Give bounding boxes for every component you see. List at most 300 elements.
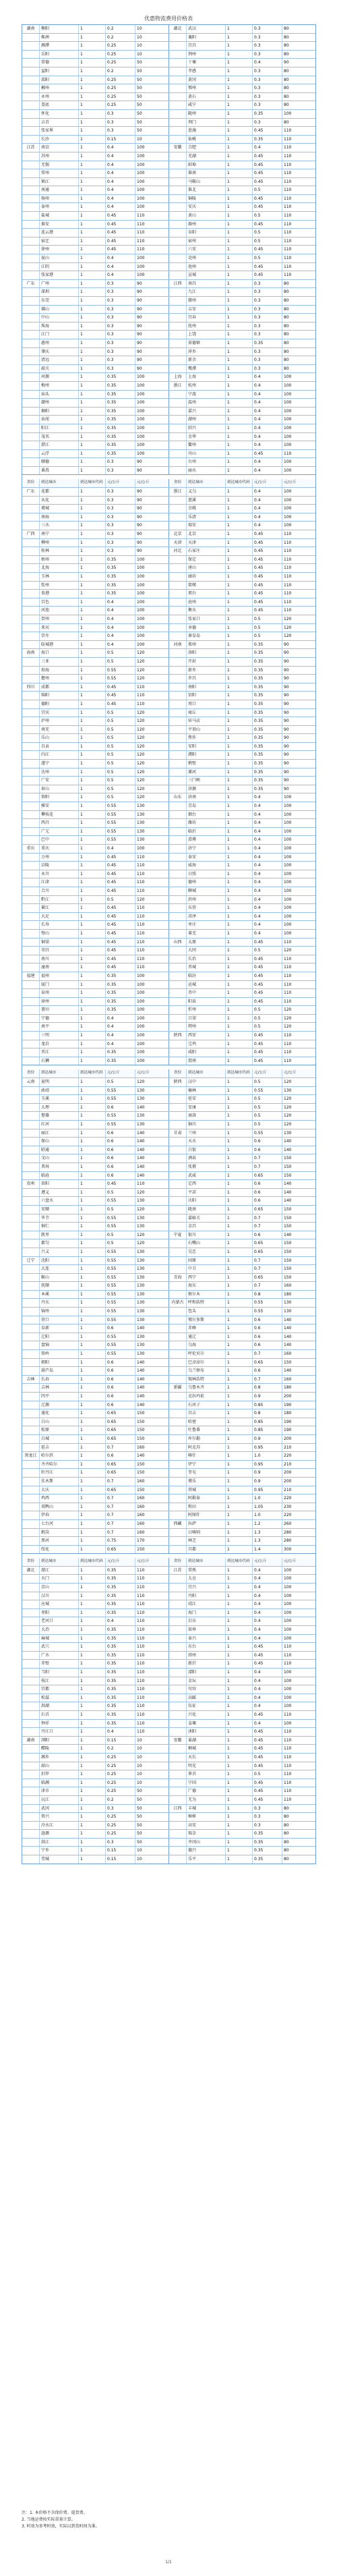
table-cell: 1 [226, 356, 253, 364]
table-cell: 泉州 [40, 989, 79, 997]
row-half [22, 828, 169, 836]
table-cell: 1 [79, 1087, 106, 1095]
table-cell: 1 [79, 1694, 106, 1702]
header-cell: 到达城市 [187, 1558, 226, 1566]
table-cell [169, 1121, 187, 1129]
table-cell [22, 246, 40, 254]
table-cell: 100 [137, 582, 145, 588]
table-cell: 120 [137, 744, 145, 749]
table-cell [169, 1006, 187, 1014]
table-cell: 100 [137, 1015, 145, 1021]
table-cell [22, 161, 40, 169]
table-cell: 安徽 [169, 144, 187, 152]
table-cell: 80 [284, 323, 289, 329]
table-cell: 140 [137, 1130, 145, 1136]
table-cell: 0.35 [253, 768, 282, 777]
table-cell: 1 [226, 84, 253, 92]
table-cell [169, 84, 187, 92]
row-half [169, 144, 315, 152]
table-cell: 1 [79, 1418, 106, 1426]
table-cell: 1 [226, 1163, 253, 1171]
table-cell: 0.4 [253, 513, 282, 522]
table-cell: 廊坊 [187, 573, 226, 581]
table-cell: 100 [284, 400, 292, 405]
table-cell: 1 [79, 615, 106, 623]
table-cell: 100 [284, 795, 292, 800]
table-cell: 内蒙古 [169, 1299, 187, 1307]
table-cell: 0.4 [253, 853, 282, 862]
table-cell [169, 1401, 187, 1409]
table-cell: 阜阳 [187, 229, 226, 237]
row-half [169, 1813, 315, 1821]
table-row [22, 1635, 315, 1644]
table-cell: 0.45 [106, 870, 135, 878]
table-cell: 济南 [187, 793, 226, 802]
table-cell: 喀什 [187, 1452, 226, 1460]
table-cell: 巢湖 [187, 1737, 226, 1745]
table-cell: 阳泉 [187, 998, 226, 1006]
table-cell: 100 [284, 1635, 292, 1641]
table-cell: 1 [79, 1384, 106, 1392]
table-cell [169, 1138, 187, 1146]
table-row [22, 1359, 315, 1368]
table-cell: 150 [284, 1224, 292, 1229]
row-half [22, 734, 169, 742]
table-cell: 广州 [40, 280, 79, 288]
table-cell [22, 76, 40, 84]
row-half [22, 51, 169, 59]
table-cell: 280 [284, 1538, 292, 1544]
table-cell: 0.35 [253, 751, 282, 759]
table-cell: 1 [226, 1855, 253, 1864]
row-half [169, 237, 315, 246]
table-cell: 1 [79, 1702, 106, 1710]
table-cell: 1 [226, 913, 253, 921]
table-cell: 1 [226, 598, 253, 607]
table-cell: 1 [79, 1847, 106, 1855]
table-cell: 1 [226, 1324, 253, 1333]
table-row [22, 288, 315, 297]
table-cell: 120 [284, 1007, 292, 1013]
row-half [22, 1299, 169, 1307]
table-cell: 0.65 [106, 1461, 135, 1469]
table-cell: 0.5 [106, 1239, 135, 1248]
table-cell: 1 [79, 246, 106, 254]
table-cell: 江西 [169, 280, 187, 288]
table-cell: 1 [79, 1291, 106, 1299]
table-cell: 0.15 [106, 136, 135, 144]
table-cell: 120 [284, 1015, 292, 1021]
table-cell: 0.55 [106, 1350, 135, 1358]
table-cell: 110 [284, 1789, 292, 1794]
table-cell: 0.6 [106, 1324, 135, 1333]
row-half [22, 424, 169, 432]
table-row [22, 793, 315, 802]
table-cell: 0.85 [253, 1426, 282, 1434]
table-cell: 100 [284, 1619, 292, 1624]
table-cell: 0.3 [106, 530, 135, 538]
table-cell: 1 [79, 1546, 106, 1554]
table-cell: 池州 [187, 263, 226, 271]
table-cell: 0.4 [106, 624, 135, 632]
row-half [22, 802, 169, 810]
table-cell: 洪湖 [40, 1702, 79, 1710]
row-half [22, 1529, 169, 1537]
table-cell [169, 348, 187, 356]
row-half [169, 136, 315, 144]
table-row [22, 939, 315, 947]
row-half [22, 939, 169, 947]
table-cell: 1 [79, 93, 106, 101]
table-cell: 1 [79, 1121, 106, 1129]
table-cell: 1 [226, 136, 253, 144]
table-cell: 桂林 [40, 547, 79, 555]
row-half [22, 1669, 169, 1677]
row-half [169, 955, 315, 963]
table-cell: 丹东 [40, 1299, 79, 1307]
table-cell [22, 1694, 40, 1702]
table-cell: 150 [284, 1360, 292, 1365]
row-half [22, 1341, 169, 1349]
table-row [22, 632, 315, 641]
table-cell: 110 [137, 701, 145, 706]
table-cell: 1 [226, 365, 253, 373]
table-cell: 佳木斯 [40, 1478, 79, 1486]
table-cell: 100 [137, 574, 145, 579]
table-cell: 1 [79, 836, 106, 844]
table-cell: 阜新 [40, 1324, 79, 1333]
table-cell: 90 [137, 306, 142, 312]
row-half [169, 1779, 315, 1787]
table-cell: 0.45 [106, 700, 135, 708]
table-cell: 0.45 [253, 1745, 282, 1753]
table-cell: 200 [284, 1478, 292, 1484]
row-half [22, 59, 169, 67]
table-cell: 1 [79, 1839, 106, 1847]
table-cell: 90 [137, 289, 142, 295]
table-cell: 0.35 [253, 1830, 282, 1838]
table-cell: 100 [284, 417, 292, 422]
table-cell: 武汉 [187, 25, 226, 33]
row-half [169, 522, 315, 530]
table-cell: 乌兰察布 [187, 1367, 226, 1375]
table-cell: 1 [79, 590, 106, 598]
table-cell [22, 1600, 40, 1608]
table-cell [22, 1584, 40, 1592]
table-row [22, 615, 315, 624]
table-cell: 1 [79, 1855, 106, 1864]
table-cell: 马鞍山 [187, 178, 226, 186]
table-row [22, 641, 315, 650]
table-cell [169, 1324, 187, 1333]
row-half [169, 424, 315, 432]
header-cell: 到达城市 [187, 479, 226, 487]
table-cell: 1 [79, 667, 106, 675]
table-cell: 三明 [40, 1032, 79, 1040]
table-cell: 石首 [40, 1711, 79, 1719]
table-cell: 昆山 [40, 254, 79, 262]
row-half [169, 615, 315, 623]
table-cell: 0.45 [253, 1643, 282, 1651]
table-cell [22, 1805, 40, 1813]
table-row [22, 237, 315, 246]
table-cell: 1 [226, 1754, 253, 1762]
table-cell: 0.5 [253, 1770, 282, 1779]
table-cell: 130 [284, 1300, 292, 1306]
table-cell: 1 [226, 271, 253, 279]
row-half [22, 1197, 169, 1205]
table-cell: 嘉兴 [187, 408, 226, 416]
table-cell: 0.35 [106, 1685, 135, 1693]
row-half [22, 743, 169, 751]
table-row [22, 1197, 315, 1206]
table-cell: 泰安 [187, 853, 226, 862]
table-cell: 1 [79, 556, 106, 564]
table-cell: 1 [226, 1129, 253, 1138]
table-cell [169, 1575, 187, 1583]
table-cell: 1 [226, 1805, 253, 1813]
table-cell: 1 [79, 1316, 106, 1324]
table-cell: 防城港 [40, 641, 79, 649]
table-cell: 靖江 [187, 1600, 226, 1608]
row-half [22, 271, 169, 279]
table-cell: 80 [284, 119, 289, 125]
table-cell: 1 [79, 433, 106, 441]
table-cell [169, 1257, 187, 1265]
row-half [22, 1830, 169, 1838]
table-cell: 90 [284, 667, 289, 673]
table-cell: 0.45 [253, 573, 282, 581]
table-cell: 1 [226, 1384, 253, 1392]
table-cell: 1 [79, 573, 106, 581]
table-row [22, 607, 315, 615]
table-cell: 台州 [187, 458, 226, 466]
table-cell: 100 [137, 273, 145, 278]
row-half [22, 853, 169, 862]
table-cell: 1 [79, 59, 106, 67]
table-cell: 0.35 [253, 734, 282, 742]
table-cell: 0.4 [253, 896, 282, 904]
table-cell [22, 667, 40, 675]
table-cell: 110 [284, 999, 292, 1004]
table-cell: 芜湖 [187, 152, 226, 161]
table-cell: 柳州 [40, 539, 79, 547]
table-cell: 陕西 [169, 1032, 187, 1040]
table-cell: 无为 [187, 1796, 226, 1804]
table-cell: 锦州 [40, 1308, 79, 1316]
table-cell [169, 649, 187, 657]
table-cell: 0.2 [106, 1745, 135, 1753]
table-cell: 1 [79, 497, 106, 505]
table-cell: 90 [284, 735, 289, 741]
table-cell: 130 [137, 1088, 145, 1093]
table-cell: 90 [137, 468, 142, 473]
table-cell [22, 1669, 40, 1677]
table-cell: 1 [79, 947, 106, 955]
table-cell: 揭阳 [40, 408, 79, 416]
table-cell: 140 [137, 1326, 145, 1331]
table-cell: 1 [79, 700, 106, 708]
table-cell: 1 [79, 237, 106, 246]
table-cell: 眉山 [40, 785, 79, 793]
table-cell [169, 590, 187, 598]
table-cell: 0.3 [106, 297, 135, 305]
table-cell [169, 127, 187, 135]
table-cell: 120 [137, 1232, 145, 1237]
table-cell: 津市 [40, 1787, 79, 1795]
table-cell [22, 913, 40, 921]
table-cell: 90 [137, 315, 142, 320]
header-half [22, 1558, 169, 1566]
table-cell: 0.95 [253, 1444, 282, 1452]
table-row [22, 127, 315, 136]
row-half [169, 1409, 315, 1418]
row-half [22, 203, 169, 211]
table-cell: 钦州 [40, 582, 79, 590]
table-cell: 0.4 [253, 433, 282, 441]
row-half [22, 497, 169, 505]
row-half [22, 42, 169, 50]
table-cell: 0.35 [106, 373, 135, 381]
table-cell: 130 [137, 1343, 145, 1348]
table-cell: 孝感 [187, 67, 226, 76]
table-cell: 0.55 [253, 1299, 282, 1307]
table-cell [169, 306, 187, 314]
table-row [22, 1652, 315, 1660]
table-cell: 170 [137, 1538, 145, 1544]
table-row [22, 1469, 315, 1478]
table-cell: 110 [284, 1772, 292, 1777]
table-cell: 0.5 [106, 717, 135, 725]
table-cell: 110 [137, 1635, 145, 1641]
table-cell: 0.45 [253, 547, 282, 555]
table-cell: 临湘 [40, 1779, 79, 1787]
table-cell: 110 [284, 599, 292, 605]
table-cell: 阿图什 [187, 1511, 226, 1519]
table-cell: 0.35 [106, 1711, 135, 1719]
table-cell: 0.5 [106, 658, 135, 666]
table-row [22, 1822, 315, 1830]
table-cell: 包头 [187, 1308, 226, 1316]
row-half [169, 1048, 315, 1057]
table-cell [22, 1461, 40, 1469]
table-row [22, 433, 315, 442]
table-cell: 1 [226, 1265, 253, 1273]
row-half [169, 1762, 315, 1770]
table-cell [169, 692, 187, 700]
table-cell: 140 [284, 1343, 292, 1348]
table-cell: 10 [137, 43, 142, 49]
row-half [22, 1172, 169, 1180]
table-cell: 辽阳 [40, 1333, 79, 1341]
table-cell: 1 [226, 34, 253, 42]
table-cell: 唐山 [187, 564, 226, 572]
row-half [169, 939, 315, 947]
table-cell: 0.3 [106, 1839, 135, 1847]
table-cell: 秦皇岛 [187, 632, 226, 640]
table-cell: 0.65 [106, 1418, 135, 1426]
row-half [22, 93, 169, 101]
row-half [22, 667, 169, 675]
table-cell: 梧州 [40, 556, 79, 564]
table-cell: 赤壁 [40, 1660, 79, 1668]
table-cell: 淮安 [40, 221, 79, 229]
table-row [22, 717, 315, 726]
table-cell: 0.8 [253, 1291, 282, 1299]
table-cell: 界首 [187, 1770, 226, 1779]
table-cell [22, 981, 40, 989]
table-cell: 四川 [22, 683, 40, 692]
table-row [22, 1444, 315, 1453]
table-cell: 150 [137, 1487, 145, 1492]
table-cell: 100 [284, 1670, 292, 1675]
table-cell: 1 [79, 42, 106, 50]
table-cell: 湖南 [22, 1737, 40, 1745]
table-cell: 海门 [187, 1609, 226, 1617]
table-cell: 1 [226, 539, 253, 547]
table-cell: 100 [284, 905, 292, 911]
table-cell: 1 [226, 382, 253, 390]
table-row [22, 136, 315, 144]
table-row [22, 195, 315, 204]
table-row [22, 887, 315, 896]
table-cell: 资兴 [40, 1813, 79, 1821]
table-cell: 益阳 [40, 67, 79, 76]
table-cell: 老河口 [40, 1617, 79, 1625]
table-cell: 溧阳 [187, 1669, 226, 1677]
table-cell: 1 [226, 582, 253, 590]
table-cell: 1 [226, 203, 253, 211]
table-cell: 100 [284, 425, 292, 430]
table-cell: 110 [284, 1652, 292, 1658]
table-cell: 1 [79, 271, 106, 279]
table-cell: 1 [79, 356, 106, 364]
table-cell: 160 [137, 1530, 145, 1535]
table-cell: 1 [226, 683, 253, 692]
table-cell: 0.4 [253, 921, 282, 929]
table-row [22, 1324, 315, 1333]
row-half [22, 1129, 169, 1138]
table-row [22, 1146, 315, 1155]
table-cell [22, 254, 40, 262]
table-cell: 1 [79, 1367, 106, 1375]
table-cell: 1 [79, 930, 106, 938]
table-cell: 江苏 [22, 144, 40, 152]
table-cell: 日喀则 [187, 1529, 226, 1537]
table-cell: 都匀 [40, 1239, 79, 1248]
table-cell: 0.3 [106, 1805, 135, 1813]
table-cell [169, 212, 187, 220]
table-cell [169, 683, 187, 692]
table-cell [22, 51, 40, 59]
table-cell [22, 819, 40, 827]
table-cell: 80 [284, 43, 289, 49]
row-half [22, 1635, 169, 1643]
table-cell: 资阳 [40, 793, 79, 802]
table-cell: 1 [79, 1341, 106, 1349]
table-cell: 1 [226, 675, 253, 683]
table-cell: 0.25 [106, 1813, 135, 1821]
table-cell: 1 [226, 862, 253, 870]
table-cell: 0.3 [106, 288, 135, 296]
table-cell [22, 1546, 40, 1554]
table-cell: 三亚 [40, 658, 79, 666]
table-cell: 1 [79, 675, 106, 683]
table-cell: 90 [284, 752, 289, 758]
row-half [169, 632, 315, 640]
table-cell: 1 [226, 1694, 253, 1702]
table-cell [22, 887, 40, 895]
